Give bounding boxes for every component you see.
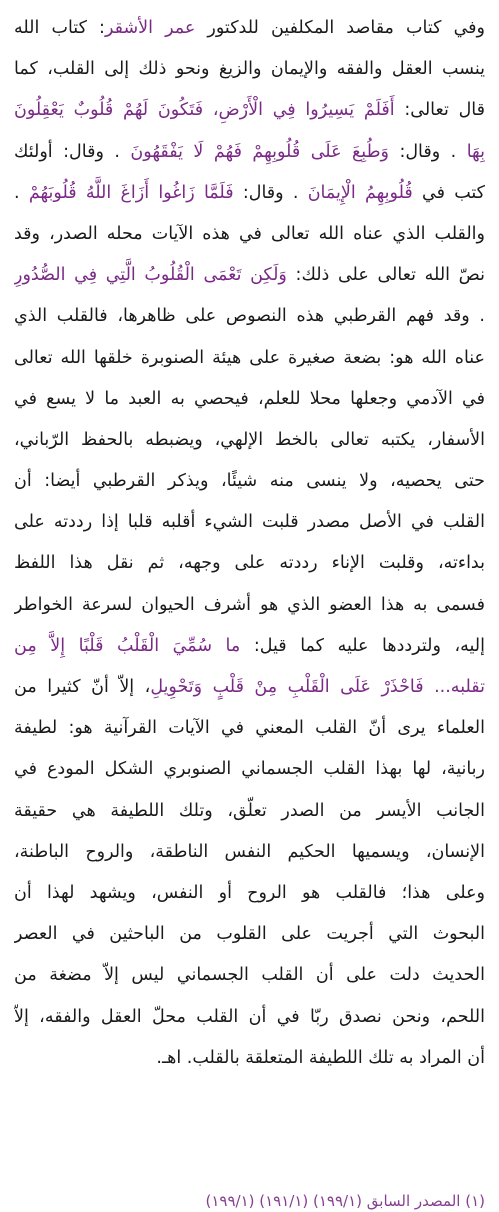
text-line [14,461,485,502]
text-segment: الجانب الأيسر من الصدر تعلّق، وتلك اللطيفة هي حقيقة [14,800,485,821]
text-segment: وعلى هذا؛ فالقلب هو الروح أو النفس، ويشهد لهذا أن [14,882,485,903]
text-segment: ، إلاّ أنّ كثيرا من [14,677,151,697]
quoted-text: وَلَكِن تَعْمَى الْقُلُوبُ الَّتِي فِي الصُّدُورِ [14,265,287,286]
text-line [14,255,485,296]
text-segment: اللحم، ونحن نصدق ربّا في أن القلب محلّ العقل والفقه، إلاّ [14,1006,485,1027]
text-line [14,585,485,626]
text-segment: . وقد فهم القرطبي هذه النصوص على ظاهرها، فالقلب الذي [14,306,485,327]
text-segment: حتى يحصيه، ولا ينسى منه شيئًا، ويذكر القرطبي أيضا: أن [14,471,485,492]
text-line [14,296,485,337]
text-line [14,1038,485,1079]
text-line [14,502,485,543]
quoted-text: عمر الأشقر [104,18,196,38]
text-line [14,379,485,420]
text-segment: البحوث التي أجريت على القلوب من الباحثين في العصر [14,924,485,945]
text-line [14,914,485,955]
text-segment: . وقال: أولئك [14,141,131,162]
text-segment: . وقال: [388,141,467,162]
text-line [14,832,485,873]
quoted-text: فَلَمَّا زَاغُوا أَزَاغَ اللَّهُ قُلُوبَهُمْ [28,182,234,203]
body-text [14,8,485,1079]
text-segment: عناه الله هو: بضعة صغيرة على هيئة الصنوبرة خلقها الله تعالى [14,347,485,368]
text-segment: العلماء يرى أنّ القلب المعني في الآيات القرآنية هو: لطيفة [14,718,485,739]
text-line [14,338,485,379]
quoted-text: أَفَلَمْ يَسِيرُوا فِي الْأَرْضِ، فَتَكُونَ لَهُمْ قُلُوبٌ يَعْقِلُونَ [14,100,395,121]
text-segment: نصّ الله تعالى على ذلك: [286,265,485,286]
text-segment: . [14,182,29,203]
quoted-text: قُلُوبِهِمُ الْإِيمَانَ [307,182,413,203]
text-segment: . وقال: [233,182,308,203]
quoted-text: بِهَا [466,141,485,162]
text-line [14,90,485,131]
text-segment: والقلب الذي عناه الله تعالى في هذه الآيات محله الصدر، وقد [14,223,485,244]
quoted-text: فَاحْذَرْ عَلَى الْقَلْبِ مِنْ قَلْبٍ وَتَحْوِيلِ [150,677,424,697]
quoted-text: تقلبه... [423,677,485,697]
text-segment: ينسب العقل والفقه والإيمان والزيغ ونحو ذلك إلى القلب، كما [14,59,485,80]
text-segment: الأسفار، يكتبه تعالى بالخط الإلهي، ويضبطه بالحفظ الرّباني، [14,429,485,450]
text-segment: إليه، ولترددها عليه كما قيل: [240,635,485,656]
text-segment: الحديث دلت على أن القلب الجسماني ليس إلاّ مضغة من [14,965,485,986]
footnote-partial: (١) المصدر السابق (١٩٩/١) (١٩١/١) (١٩٩/١) [205,1192,485,1210]
text-line [14,49,485,90]
text-segment: الإنسان، ويسميها الحكيم النفس الناطقة، والروح الباطنة، [14,841,485,862]
text-segment: بداءته، وقلبت الإناء رددته على وجهه، ثم نقل هذا اللفظ [14,553,485,574]
text-line [14,420,485,461]
text-segment: قال تعالى: [394,100,485,121]
text-segment: أن المراد به تلك اللطيفة المتعلقة بالقلب. اهـ. [156,1047,485,1068]
text-line [14,214,485,255]
quoted-text: ما سُمِّيَ الْقَلْبُ قَلْبًا إِلاَّ مِن [14,635,241,656]
text-segment: كتب في [412,182,485,203]
text-segment: في الآدمي وجعلها محلا للعلم، فيحصي به العبد ما لا يسع في [14,388,485,409]
text-line [14,749,485,790]
text-line [14,708,485,749]
text-segment: وفي كتاب مقاصد المكلفين للدكتور [195,18,485,38]
text-line [14,132,485,173]
text-line [14,667,485,708]
text-line [14,791,485,832]
quoted-text: وَطُبِعَ عَلَى قُلُوبِهِمْ فَهُمْ لَا يَفْقَهُونَ [130,141,389,162]
text-line [14,8,485,49]
text-line [14,873,485,914]
text-line [14,626,485,667]
text-segment: القلب في الأصل مصدر قلبت الشيء أقلبه قلبا إذا رددته على [14,512,485,533]
text-segment: ربانية، لها بهذا القلب الجسماني الصنوبري الشكل المودع في [14,759,485,780]
text-line [14,543,485,584]
text-line [14,955,485,996]
text-segment: : كتاب الله [14,18,105,38]
text-line [14,173,485,214]
text-segment: فسمى به هذا العضو الذي هو أشرف الحيوان لسرعة الخواطر [14,594,485,615]
text-line [14,997,485,1038]
